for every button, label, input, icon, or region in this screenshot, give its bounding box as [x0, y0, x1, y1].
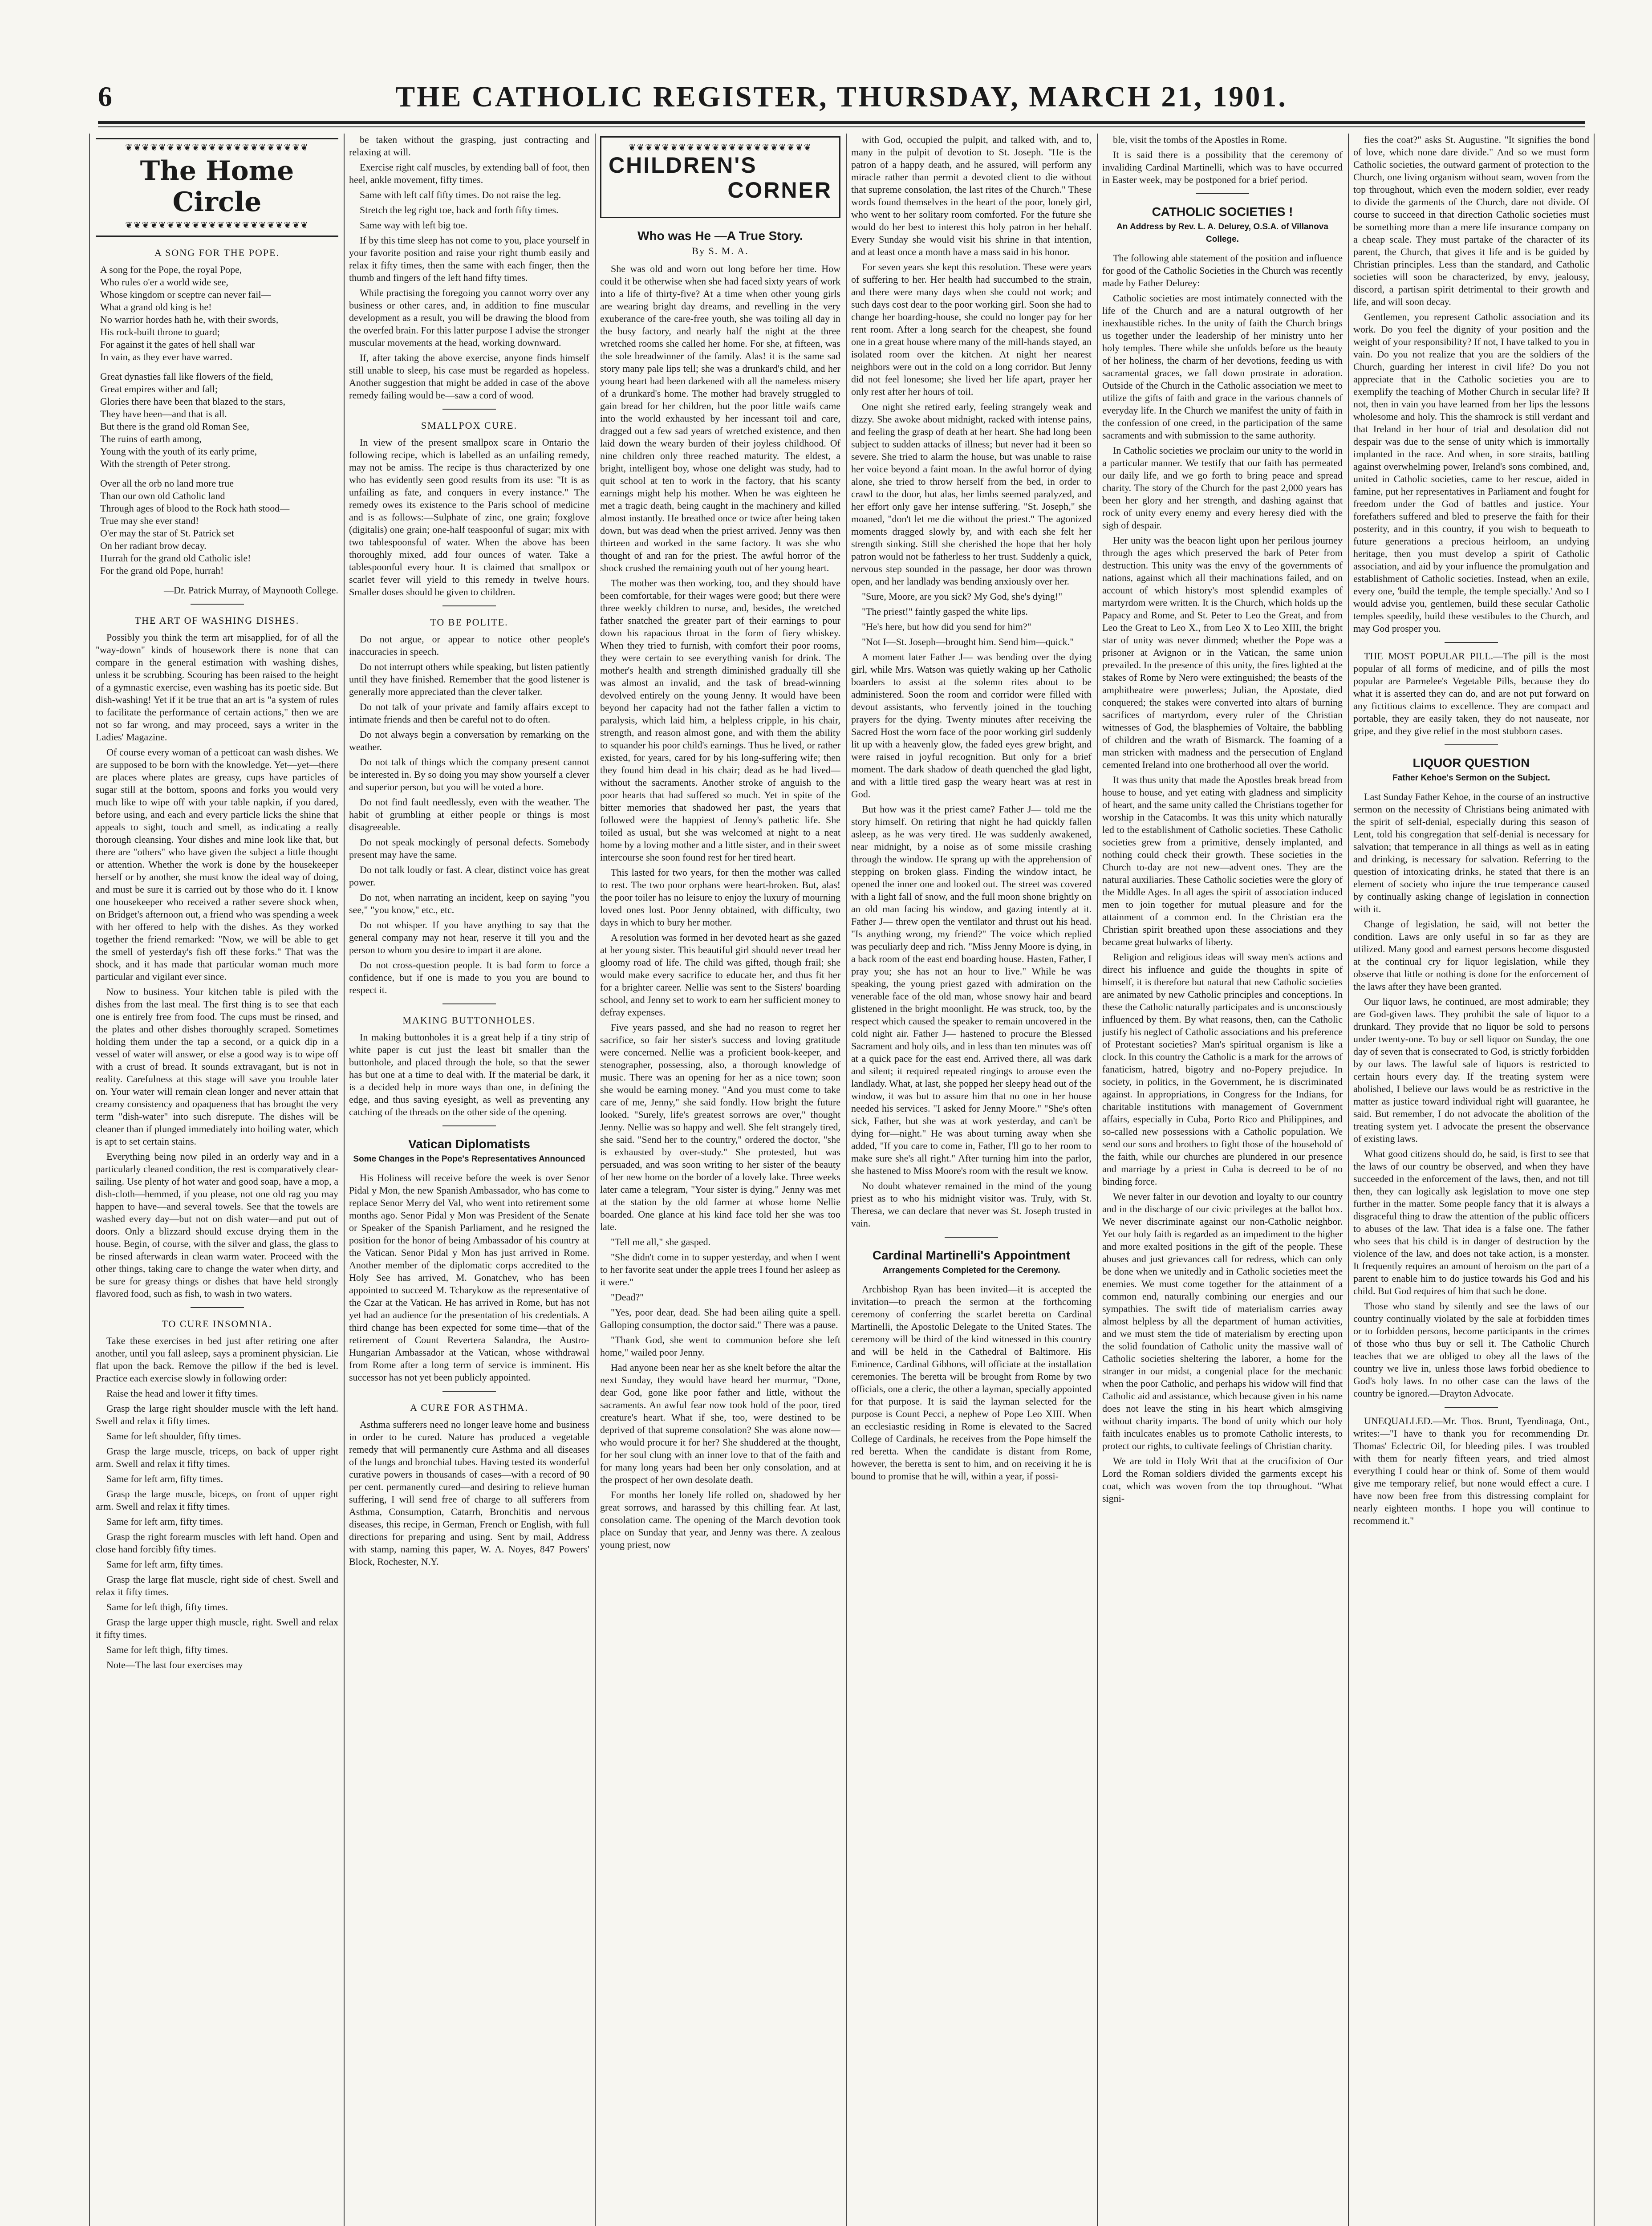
vatican-article: [349, 1172, 589, 1384]
masthead-rule: [98, 121, 1585, 124]
liquor-article: [1353, 791, 1589, 1400]
paragraph: Stretch the leg right toe, back and forth fifty times.: [360, 204, 559, 215]
section-rule: [1445, 1407, 1498, 1408]
poem-line: No warrior hordes hath he, with their swords,: [100, 314, 279, 325]
story-article-continued: [851, 134, 1092, 1230]
home-circle-title: The Home Circle: [140, 155, 294, 218]
section-rule: [442, 1003, 496, 1004]
poem-line: They have been—and that is all.: [100, 408, 227, 419]
paragraph: Religion and religious ideas will sway men's actions and direct his influence and guide the thoughts in spite of himself, it is therefore but natural that new Catholic societies are animated by new Catholic principles and conceptions. In these the Catholic naturally participates and is unconsciously influenced by them. By what reasons, then, can the Catholic justify his neglect of Catholic associations and his preference of Protestant societies? Man's spiritual organism is like a clock. In this country the Catholic is a mark for the arrows of fanaticism, hatred, bigotry and no-Popery prejudice. In society, in politics, in the Government, he is discriminated against. In appropriations, in Congress for the Indians, for charitable institutions with management of Government affairs, especially in Cuba, Porto Rico and Philippines, and so-called new possessions with a Catholic population. We send our sons and brothers to fight those of the household of the faith, while our churches are plundered in our presence and marriage by a priest in Cuba is decreed to be of no binding force.: [1102, 951, 1343, 1187]
paragraph: Catholic societies are most intimately connected with the life of the Church and are a natural outgrowth of her inexhaustible riches. In the unity of faith the Church brings us together under the leadership of her ministry unto her holy temples. There while she unfolds before us the beauty of her holiness, the charm of her devotions, feeding us with sacramental graces, we fall down prostrate in adoration. Outside of the Church in the Catholic association we meet to utilize the gifts of faith and grace in the various channels of everyday life. In the Church we manifest the unity of faith in the confession of one creed, in the participation of the same sacraments and with submission to the same authority.: [1102, 292, 1343, 441]
paragraph: For months her lonely life rolled on, shadowed by her great sorrows, and harassed by this chilling fear. At last, consolation came. The opening of the March devotion took place on Sunday that year, and Jenny was there. A zealous young priest, now: [600, 1489, 840, 1550]
asthma-article: [349, 1418, 589, 1568]
column-divider: [344, 134, 345, 2226]
column-4: [851, 134, 1092, 2226]
paragraph: Do not talk loudly or fast. A clear, distinct voice has great power.: [349, 864, 589, 888]
asthma-title: A CURE FOR ASTHMA.: [410, 1402, 528, 1413]
paragraph: Grasp the large muscle, biceps, on front of upper right arm. Swell and relax it fifty times.: [96, 1488, 338, 1512]
paragraph: Same for left thigh, fifty times.: [106, 1601, 228, 1613]
paragraph: Now to business. Your kitchen table is piled with the dishes from the last meal. The first thing is to see that each one is entirely free from food. The cups must be rinsed, and the plates and other dishes thoroughly scraped. Sometimes holding them under the tap a second, or a quick dip in a vessel of water will answer, or else a good way is to wipe off with a crust of bread. It sounds extravagant, but is not in reality. Carefulness at this stage will save you trouble later on. Your water will remain clean longer and never attain that creamy consistency and opaqueness that has brought the very term "dish-water" into such disrepute. The dishes will be cleaner than if plunged immediately into boiling water, which is apt to set certain stains.: [96, 986, 338, 1147]
column-divider: [595, 134, 596, 2226]
poem-line: Who rules o'er a world wide see,: [100, 276, 229, 288]
banner-ornament: ❦❦❦❦❦❦❦❦❦❦❦❦❦❦❦❦❦❦❦❦❦❦: [125, 220, 309, 230]
paragraph: Same for left arm, fifty times.: [106, 1559, 223, 1570]
poem-line: Over all the orb no land more true: [100, 478, 234, 489]
poem: [96, 264, 338, 584]
poem-line: For the grand old Pope, hurrah!: [100, 565, 224, 576]
paragraph: Grasp the large muscle, triceps, on back of upper right arm. Swell and relax it fifty times.: [96, 1446, 338, 1469]
paragraph: Note—The last four exercises may: [106, 1659, 243, 1670]
column-2: [349, 134, 589, 2226]
poem-line: Great dynasties fall like flowers of the field,: [100, 371, 273, 382]
paragraph: Five years passed, and she had no reason to regret her sacrifice, so fair her sister's success and loving gratitude were concerned. Nellie was a proficient book-keeper, and stenographer, possessing, also, a thorough knowledge of music. There was an opening for her as a nice town; soon she would be earning money. "And you must come to take care of me, Jenny," she said fondly. How bright the future looked. "Surely, life's greatest sorrows are over," thought Jenny. Nellie was so happy and well. She felt strangely tired, she said. "Send her to the country," ordered the doctor, "she is exhausted by over-study." She protested, but was persuaded, and was soon writing to her sister of the beauty of her new home on the border of a lovely lake. Three weeks later came a telegram, "Your sister is dying." Jenny was met at the station by the old farmer at whose home Nellie boarded. One glance at his kind face told her she was too late.: [600, 1022, 840, 1232]
societies-article-continued: [1353, 134, 1589, 635]
smallpox-article: [349, 436, 589, 598]
paragraph: Do not talk of things which the company present cannot be interested in. By so doing you may show yourself a clever and superior person, but you will be voted a bore.: [349, 756, 589, 792]
paragraph: "She didn't come in to supper yesterday, and when I went to her favorite seat under the apple trees I found her asleep as it were.": [600, 1251, 840, 1288]
column-divider: [1348, 134, 1349, 2226]
paragraph: Asthma sufferers need no longer leave home and business in order to be cured. Nature has produced a vegetable remedy that will permanently cure Asthma and all diseases of the lungs and bronchial tubes. Having tested its wonderful curative powers in thousands of cases—with a record of 90 per cent. permanently cured—and desiring to relieve human suffering, I will send free of charge to all sufferers from Asthma, Consumption, Catarrh, Bronchitis and nervous diseases, this recipe, in German, French or English, with full directions for preparing and using. Sent by mail, Address with stamp, naming this paper, W. A. Noyes, 847 Powers' Block, Rochester, N.Y.: [349, 1419, 589, 1567]
poem-line: On her radiant brow decay.: [100, 540, 207, 551]
story-article: [600, 263, 840, 1551]
paragraph: A resolution was formed in her devoted heart as she gazed at her young sister. This beautiful girl should never tread her gloomy road of life. The child was gifted, though frail; she would make every sacrifice to educate her, and thus fit her for a brighter career. Nellie was sent to the Sisters' boarding school, and Jenny set to work to earn her sufficient money to defray expenses.: [600, 932, 840, 1018]
poem-line: Through ages of blood to the Rock hath stood—: [100, 503, 290, 514]
insomnia-article-continued: [349, 134, 589, 402]
insomnia-article: [96, 1335, 338, 1671]
paragraph: Same for left arm, fifty times.: [106, 1516, 223, 1527]
vatican-subtitle: Some Changes in the Pope's Representatives Announced: [353, 1154, 585, 1164]
paragraph: What good citizens should do, he said, is first to see that the laws of our country be observed, and when they have succeeded in the enforcement of the laws, then, and not till then, they can logically ask legislation to move one step further in the matter. Some people fancy that it is always a disgraceful thing to draw the attention of the public officers to abuses of the law. That idea is a false one. The father who sees that his child is in danger of destruction by the violence of the law, and does not take action, is a monster. It frequently requires an amount of heroism on the part of a parent to enable him to do justice towards his God and his child. But God requires of him that such be done.: [1353, 1148, 1589, 1296]
washing-dishes-title: THE ART OF WASHING DISHES.: [134, 615, 300, 626]
paragraph: Our liquor laws, he continued, are most admirable; they are God-given laws. They prohibit the sale of liquor to a drunkard. They provide that no liquor be sold to persons under twenty-one. To buy or sell liquor on Sunday, the one day of seven that is consecrated to God, is strictly forbidden by our laws. The lawful sale of liquors is restricted to certain hours every day. If the treating system were abolished, I believe our laws would be as restrictive in the matter as justice toward individual right will guarantee, he said. But remember, I do not advocate the abolition of the treating system yet. I advocate the present the observance of existing laws.: [1353, 996, 1589, 1144]
banner-ornament: ❦❦❦❦❦❦❦❦❦❦❦❦❦❦❦❦❦❦❦❦❦❦: [628, 143, 812, 153]
paragraph: "Not I—St. Joseph—brought him. Send him—quick.": [862, 636, 1074, 647]
section-rule: [191, 1307, 244, 1308]
paragraph: Possibly you think the term art misapplied, for of all the "way-down" kinds of housework there is none that can compare in the general estimation with washing dishes, unless it be scrubbing. Scouring has been raised to the height of a gymnastic exercise, even washing has its poetic side. But dish-washing! Yet if it be true that an art is "a system of rules to facilitate the performance of certain actions," then we are not so far wrong, and may proceed, says a writer in the Ladies' Magazine.: [96, 632, 338, 743]
societies-article: [1102, 252, 1343, 1505]
martinelli-title: Cardinal Martinelli's Appointment: [872, 1248, 1071, 1262]
paragraph: The following able statement of the position and influence for good of the Catholic Societies in the Church was recently made by Father Delurey:: [1102, 252, 1343, 288]
paragraph: Same for left arm, fifty times.: [106, 1473, 223, 1484]
paragraph: Of course every woman of a petticoat can wash dishes. We are supposed to be born with the knowledge. Yet—yet—there are places where plates are greasy, cups have particles of sugar still at the bottom, spoons and forks you would very much like to wipe off with your table napkin, if you dared, before using, and each and every particle licks the shine that appeals to sight, touch and smell, as indicating a really thorough cleansing. Your dishes and mine look like that, but there are "others" who have given the subject a little thought or attention. Whether the work is done by the housekeeper herself or by another, she must know the ideal way of doing, and must be sure it is carried out by those who do it. I know one housekeeper who received a rather severe shock when, on Bridget's afternoon out, a friend who was spending a week with her offered to help with the dishes. As they worked together the friend remarked: "Now, we will be able to get the smell of yesterday's fish off these forks." That was the shock, and it has made that particular woman much more particular and vigilant ever since.: [96, 747, 338, 982]
polite-article: [349, 633, 589, 996]
poem-line: His rock-built throne to guard;: [100, 326, 220, 337]
column-3: [600, 134, 840, 2226]
paragraph: A moment later Father J— was bending over the dying girl, while Mrs. Watson was quietly waking up her Catholic boarders to assist at the solemn rites about to be administered. Soon the room and corridor were filled with devout assistants, who fervently joined in the touching prayers for the dying. Twenty minutes after receiving the Sacred Host the worn face of the poor working girl suddenly lit up with a heavenly glow, the faded eyes grew bright, and were raised in joyful recognition. But only for a brief moment. The dark shadow of death quenched the glad light, and with a little tired gasp the weary heart was at rest in God.: [851, 651, 1092, 800]
paragraph: Everything being now piled in an orderly way and in a particularly cleaned condition, the rest is comparatively clear-sailing. Use plenty of hot water and good soap, have a mop, a dish-cloth—hemmed, if you please, not one old rag you may happen to have—and several towels. See that the towels are washed every day—but not on dish water—and put out of doors. Only a blizzard should excuse drying them in the house. Begin, of course, with the silver and glass, the glass to be rinsed afterwards in clean warm water. Proceed with the other things, taking care to change the water when dirty, and be sure for greasy things or dishes that have held strongly flavored food, such as fish, to wash in two waters.: [96, 1151, 338, 1299]
poem-line: Hurrah for the grand old Catholic isle!: [100, 552, 251, 564]
poem-line: A song for the Pope, the royal Pope,: [100, 264, 242, 275]
polite-title: TO BE POLITE.: [430, 617, 508, 628]
liquor-subtitle: Father Kehoe's Sermon on the Subject.: [1392, 773, 1550, 783]
paragraph: Her unity was the beacon light upon her perilous journey through the ages which preserved the bark of Peter from destruction. This unity was the envy of the governments of nations, against which all their machinations failed, and on account of which history's most splendid examples of martyrdom were written. It is the Church, which holds up the Papacy and Rome, and St. Peter to Leo the Great, and from Leo the Great to Leo X., from Leo X to Leo XIII, the bright star of unity was never dimmed; whether the Pope was a prisoner at Avignon or in the Vatican, the same union prevailed. In the presence of this unity, the fires lighted at the stakes of Rome by Nero were extinguished; the beasts of the amphitheatre were powerless; Julian, the Apostate, died conquered; the stakes were converted into altars of burning sacrifices of martyrdom, every ruler of the Christian witnesses of God, the blasphemies of Voltaire, the babbling of children and the wrath of Bismarck. The foaming of a man stricken with madness and the persecution of England cemented Ireland into one brotherhood all over the world.: [1102, 535, 1343, 770]
paragraph: ble, visit the tombs of the Apostles in Rome.: [1113, 134, 1287, 145]
paragraph: "Thank God, she went to communion before she left home," wailed poor Jenny.: [600, 1334, 840, 1358]
paragraph: Do not cross-question people. It is bad form to force a confidence, but if one is made to you you are bound to respect it.: [349, 959, 589, 995]
buttonholes-article: [349, 1031, 589, 1118]
poem-line: Young with the youth of its early prime,: [100, 446, 257, 457]
paragraph: She was old and worn out long before her time. How could it be otherwise when she had faced sixty years of work into a life of thirty-five? At a time when other young girls are wearing bright day dreams, and revelling in the very exuberance of the care-free youth, she was toiling all day in the busy factory, and nearly half the night at the three wretched rooms she called her home. For she, at fifteen, was the sole breadwinner of the family. Alas! it is the same sad story many pale lips tell; she was a drunkard's child, and her young heart had been darkened with all the nameless misery of a drunkard's home. The mother had bravely struggled to gain bread for her children, but the poor little waifs came into the world exhausted by her incessant toil and care, dragged out a few sad years of wretched existence, and then laid down the weary burden of their joyless childhood. Of nine children only three reached maturity. The eldest, a bright, intelligent boy, whose one delight was study, had to quit school at ten to work in the factory, that his scanty earnings might help his mother. When he was eighteen he met a tragic death, being caught in the machinery and killed almost instantly. He breathed once or twice after being taken down, but was dead when the priest arrived. Jenny was then thirteen and worked in the same factory. It was she who thought of and ran for the priest. The awful horror of the shock crushed the remaining youth out of her young heart.: [600, 263, 840, 573]
paragraph: Do not talk of your private and family affairs except to intimate friends and then be careful not to do often.: [349, 701, 589, 725]
paragraph: with God, occupied the pulpit, and talked with, and to, many in the pulpit of devotion to St. Joseph. "He is the patron of a happy death, and he assured, will perform any miracle rather than permit a devoted client to die without that supreme consolation, the last rites of the Church." These words found themselves in the heart of the poor, lonely girl, who went to her solitary room comforted. For the future she would do her best to interest this holy patron in her behalf. Every Sunday she would visit his shrine in that intention, and at least once a month have a mass said in his honor.: [851, 134, 1092, 257]
masthead-title: THE CATHOLIC REGISTER, THURSDAY, MARCH 21, 1901.: [395, 81, 1287, 113]
martinelli-subtitle: Arrangements Completed for the Ceremony.: [882, 1266, 1060, 1275]
paragraph: "He's here, but how did you send for him?": [862, 621, 1031, 632]
paragraph: The mother was then working, too, and they should have been comfortable, for their wages were good; but there were three weekly children to nurse, and, besides, the wretched father snatched the greater part of their earnings to pour down his rapacious throat in the form of fiery whiskey. When they tried to furnish, with comfort their poor rooms, they were certain to see everything vanish for drink. The mother's health and strength diminished gradually till she was almost an invalid, and the task of bread-winning devolved entirely on the young Jenny. It would have been beyond her capacity had not the father fallen a victim to paralysis, which laid him, a helpless cripple, in his chair, strength, and reason almost gone, and with them the ability to squander his poor child's earnings. Thus he lived, or rather existed, for years, cared for by his long-suffering wife; then they found him dead in his chair; dead as he had lived—without the sacraments. Another stroke of anguish to the poor hearts that had suffered so much. Yet in spite of the bitter memories that shadowed her past, the years that followed were the happiest of Jenny's pathetic life. She toiled as usual, but she was welcomed at night to a neat home by a loving mother and a little sister, and in their sweet intercourse she soon found rest for her tired heart.: [600, 577, 840, 863]
poem-signature: —Dr. Patrick Murray, of Maynooth College.: [163, 585, 338, 596]
page-number: 6: [98, 81, 112, 112]
column-6: [1353, 134, 1589, 2226]
societies-subtitle: An Address by Rev. L. A. Delurey, O.S.A. of Villanova College.: [1116, 222, 1328, 244]
paragraph: This lasted for two years, for then the mother was called to rest. The two poor orphans were heart-broken. But, alas! the poor toiler has no leisure to enjoy the luxury of mourning loved ones lost. Poor Jenny obtained, with difficulty, two days in which to bury her mother.: [600, 867, 840, 928]
home-circle-banner: [96, 138, 338, 237]
paragraph: Do not, when narrating an incident, keep on saying "you see," "you know," etc., etc.: [349, 892, 589, 915]
paragraph: "Sure, Moore, are you sick? My God, she's dying!": [862, 591, 1063, 602]
poem-line: With the strength of Peter strong.: [100, 458, 231, 469]
liquor-title: LIQUOR QUESTION: [1413, 756, 1530, 770]
poem-line: O'er may the star of St. Patrick set: [100, 528, 234, 539]
paragraph: Archbishop Ryan has been invited—it is accepted the invitation—to preach the sermon at the forthcoming ceremony of conferring the scarlet beretta on Cardinal Martinelli, the Apostolic Delegate to the United States. The ceremony will be third of the kind witnessed in this country and will be held in the Cathedral of Baltimore. His Eminence, Cardinal Gibbons, will officiate at the installation ceremonies. The beretta will be brought from Rome by two officials, one a cleric, the other a layman, specially appointed for that purpose. It is said the layman selected for the purpose is Count Pecci, a nephew of Pope Leo XIII. When an ecclesiastic residing in Rome is elevated to the Sacred College of Cardinals, he receives from the Pope himself the red beretta. When the candidate is distant from Rome, however, the beretta is sent to him, and on receiving it he is bound to promise that he will, within a year, if possi-: [851, 1284, 1092, 1482]
paragraph: Raise the head and lower it fifty times.: [106, 1388, 258, 1399]
paragraph: Do not speak mockingly of personal defects. Somebody present may have the same.: [349, 837, 589, 860]
poem-line: True may she ever stand!: [100, 515, 199, 526]
paragraph: fies the coat?" asks St. Augustine. "It signifies the bond of love, which none dare divide." And so we must form Catholic societies, the outward garment of protection to the Church, one living organism without seam, woven from the top throughout, which even the modern soldier, ever ready to divide the garments of the Church, dare not divide. Of course to succeed in that direction Catholic societies must be something more than a mere life insurance company on a cheap scale. They must partake of the character of its parent, the Church, that gives it life and is be guided by Christian principles. Less than the standard, and Catholic societies will soon be characterized, by envy, jealousy, discord, a partisan spirit detrimental to their growth and life, and will soon decay.: [1353, 134, 1589, 307]
poem-title: A SONG FOR THE POPE.: [154, 247, 280, 258]
poem-line: Than our own old Catholic land: [100, 490, 225, 501]
column-5: [1102, 134, 1343, 2226]
paragraph: In Catholic societies we proclaim our unity to the world in a particular manner. We testify that our faith has permeated our daily life, and we go forth to bring peace and spread charity. The story of the Church for the past 2,000 years has been her glory and her strength, and dashing against that rock of unity every enemy and every heresy died with the sigh of despair.: [1102, 445, 1343, 531]
paragraph: Take these exercises in bed just after retiring one after another, until you fall asleep, says a prominent physician. Lie flat upon the back. Remove the pillow if the bed is level. Practice each exercise slowly in following order:: [96, 1335, 338, 1384]
stanza-gap: [96, 577, 338, 584]
poem-line: Great empires wither and fall;: [100, 383, 218, 394]
poem-line: For against it the gates of hell shall war: [100, 339, 255, 350]
section-rule: [1445, 642, 1498, 643]
paragraph: Same for left shoulder, fifty times.: [106, 1430, 241, 1442]
paragraph: "Tell me all," she gasped.: [611, 1236, 711, 1247]
masthead-rule-thin: [98, 126, 1585, 127]
paragraph: But how was it the priest came? Father J— told me the story himself. On retiring that night he had quickly fallen asleep, as he was very tired. He was suddenly awakened, near midnight, by a noise as of some missile crashing through the window. He sprang up with the apprehension of stepping on broken glass. Finding the window intact, he opened the inner one and looked out. The street was covered with a light fall of snow, and the full moon shone brightly on an old man facing his window, and gazing intently at it. Father J— threw open the ventilator and thrust out his head. "Is anything wrong, my friend?" The voice which replied was peculiarly deep and rich. "Miss Jenny Moore is dying, in a back room of the east end boarding house. Hasten, Father, I pray you; she has not an hour to live." While he was speaking, the young priest gazed with admiration on the venerable face of the old man, whose snowy hair and beard glistened in the bright moonlight. He was struck, too, by the respect which caused the speaker to remain uncovered in the cold night air. Father J— hastened to procure the Blessed Sacrament and holy oils, and in less than ten minutes was off at a quick pace for the east end. Arrived there, all was dark and silent; it required repeated ringings to arouse even the landlady. What, at last, she popped her sleepy head out of the window, it was but to assure him that no one in her house needed his services. "I asked for Jenny Moore." "She's often sick, Father, but she was at work yesterday, and can't be dying for—night." He was about turning away when she added, "If you care to come in, Father, I'll go to her room to make sure she's all right." After turning him into the parlor, she hastened to Miss Moore's room with the result we know.: [851, 804, 1092, 1176]
column-divider: [1097, 134, 1098, 2226]
childrens-corner-banner: [600, 136, 840, 218]
poem-line: Whose kingdom or sceptre can never fail—: [100, 289, 271, 300]
paragraph: Grasp the right forearm muscles with left hand. Open and close hand forcibly fifty times.: [96, 1531, 338, 1555]
paragraph: Do not whisper. If you have anything to say that the general company may not hear, reserve it till you and the person to whom you desire to impart it are alone.: [349, 919, 589, 955]
section-rule: [1445, 744, 1498, 745]
right-margin-rule: [1594, 134, 1595, 2226]
insomnia-title: TO CURE INSOMNIA.: [162, 1318, 272, 1329]
martinelli-article: [851, 1283, 1092, 1483]
story-byline: By S. M. A.: [692, 245, 749, 256]
paragraph: In view of the present smallpox scare in Ontario the following recipe, which is labelled as an unfailing remedy, may not be amiss. The recipe is thus characterized by one who has evidently seen good results from its use: "It is as unfailing as fate, and conquers in every instance." The remedy owes its existence to the Paris school of medicine and is as follows:—Sulphate of zinc, one grain; foxglove (digitalis) one grain; one-half teaspoonful of sugar; mix with two tablespoonsful of water. When the above has been thoroughly mixed, add four ounces of water. Take a tablespoonful every hour. It is claimed that smallpox or scarlet fever will yield to this remedy in twelve hours. Smaller doses should be given to children.: [349, 437, 589, 597]
paragraph: If by this time sleep has not come to you, place yourself in your favorite position and raise your right thumb easily and relax it fifty times, then the same with each finger, then the thumb and fingers of the left hand fifty times.: [349, 235, 589, 283]
poem-line: What a grand old king is he!: [100, 301, 212, 313]
section-rule: [191, 604, 244, 605]
smallpox-title: SMALLPOX CURE.: [421, 420, 518, 431]
paragraph: Same for left thigh, fifty times.: [106, 1644, 228, 1655]
paragraph: "Dead?": [611, 1292, 644, 1303]
paragraph: Same way with left big toe.: [360, 219, 467, 231]
paragraph: One night she retired early, feeling strangely weak and dizzy. She awoke about midnight, racked with intense pains, and feeling the grasp of death at her heart. She had long been subject to sudden attacks of illness; but never had it been so severe. She tried to alarm the house, but was unable to raise her voice beyond a faint moan. In the awful horror of dying alone, she tried to throw herself from the bed, in order to crawl to the door, but alas, her limbs seemed paralyzed, and her effort only gave her intense suffering. "St. Joseph," she moaned, "don't let me die without the priest." The agonized moments dragged slowly by, and with each she felt her strength sinking. Still she cherished the hope that her holy patron would not be fatherless to her trust. Suddenly a quick, nervous step sounded in the passage, her door was thrown open, and her landlady was bending anxiously over her.: [851, 401, 1092, 587]
paragraph: His Holiness will receive before the week is over Senor Pidal y Mon, the new Spanish Ambassador, who has come to replace Senor Merry del Val, who went into retirement some months ago. Senor Pidal y Mon was President of the Senate or Speaker of the Spanish Parliament, and he resigned the position for the honor of being Ambassador of his country at the Vatican. Senor Pidal y Mon has just arrived in Rome. Another member of the diplomatic corps accredited to the Holy See has arrived, M. Gonatchev, who has been appointed to succeed M. Tcharykow as the representative of the Czar at the Vatican. He has arrived in Rome, but has not yet had an audience for the presentation of his credentials. A third change has been expected for some time—that of the retirement of Count Revertera Salandra, the Austro-Hungarian Ambassador at the Vatican, whose withdrawal from Rome after a long term of service is imminent. His successor has not yet been publicly appointed.: [349, 1172, 589, 1383]
column-1: [96, 134, 338, 2226]
paragraph: While practising the foregoing you cannot worry over any business or other cares, and, in addition to fine muscular development as a result, you will be drawing the blood from the overfed brain. For this latter purpose I advise the stronger muscular movements at the head, working downward.: [349, 287, 589, 348]
paragraph: Change of legislation, he said, will not better the condition. Laws are only useful in so far as they are utilized. Many good and earnest persons become disgusted at the continual cry for liquor legislation, while they observe that little or nothing is done for the enforcement of the laws after they have been granted.: [1353, 918, 1589, 992]
unequalled-advertisement: UNEQUALLED.—Mr. Thos. Brunt, Tyendinaga, Ont., writes:—"I have to thank you for recommending Dr. Thomas' Eclectric Oil, for bleeding piles. I was troubled with them for nearly fifteen years, and tried almost everything I could hear or think of. Some of them would give me temporary relief, but none would effect a cure. I have now been free from this distressing complaint for nearly eighteen months. I hope you will continue to recommend it.": [1353, 1415, 1589, 1526]
paragraph: be taken without the grasping, just contracting and relaxing at will.: [349, 134, 589, 158]
paragraph: Do not interrupt others while speaking, but listen patiently until they have finished. Remember that the good listener is generally more appreciated than the clever talker.: [349, 661, 589, 697]
paragraph: Gentlemen, you represent Catholic association and its work. Do you feel the dignity of your position and the weight of your responsibility? If not, I have talked to you in vain. Do you not realize that you are the soldiers of the Church, guarding her interest in civil life? Do you not appreciate that in the Catholic societies you are to exemplify the teaching of Mother Church in secular life? If not, then in vain you have learned from her lips the lessons wholesome and holy. This the shamrock is still verdant and that Ireland in her hour of trial and desolation did not despair was due to the sense of unity which is immortally implanted in the race. And when, in sore straits, battling against overwhelming power, Ireland's sons combined, and, united in Catholic societies, came to her rescue, aided in famine, put her representatives in Parliament and fought for freedom under the God of battles and justice. Your forefathers suffered and bled to preserve the faith for their posterity, and in this country, if you wish to bequeath to future generations a precious heirloom, an undying heritage, then you must develop a spirit of Catholic association, and aid by your influence the promulgation and establishment of Catholic societies. Instead, when an exile, every one, 'build the temple, the temple specially.' And so I would advise you, gentlemen, build these secular Catholic temples speedily, build these vestibules to the Church, and may God prosper you.: [1353, 311, 1589, 634]
martinelli-article-continued: [1102, 134, 1343, 186]
paragraph: We never falter in our devotion and loyalty to our country and in the discharge of our civic privileges at the ballot box. We never discriminate against our non-Catholic neighbor. Yet our holy faith is regarded as an impediment to the higher and more exalted positions in the gift of the people. These abuses and just grievances call for redress, which can only be done when we unitedly and in Catholic societies meet the enemies. We must come together for the attainment of a common end, naturally combining our energies and our sympathies. The swift tide of materialism carries away almost helpless by all the department of human activities, and we must stem the tide of materialism by erecting upon the solid foundation of Catholic unity the massive wall of Catholic societies sheltering the laborer, a home for the stranger in our midst, a congenial place for the mechanic when the poor Catholic, and perhaps his widow will find that Catholic aid and assistance, which because given in his name does not leave the sting in his heart which almsgiving without charity imparts. The bond of unity which our holy faith inculcates enables us to promote Catholic interests, to protect our rights, to cultivate feelings of Christian charity.: [1102, 1191, 1343, 1451]
paragraph: Do not find fault needlessly, even with the weather. The habit of grumbling at either people or things is most disagreeable.: [349, 796, 589, 833]
stanza-gap: [96, 363, 338, 370]
poem-line: But there is the grand old Roman See,: [100, 421, 249, 432]
poem-line: Glories there have been that blazed to the stars,: [100, 396, 286, 407]
paragraph: Those who stand by silently and see the laws of our country continually violated by the sale at forbidden times or to forbidden persons, become participants in the crimes of those who thus buy or sell it. The Catholic Church teaches that we are obliged to obey all the laws of the country we live in, unless those laws forbid obedience to God's holy laws. In no other case can the laws of the country be ignored.—Drayton Advocate.: [1353, 1300, 1589, 1399]
column-divider: [846, 134, 847, 2226]
section-rule: [1196, 193, 1249, 194]
paragraph: We are told in Holy Writ that at the crucifixion of Our Lord the Roman soldiers divided the garments except his coat, which was woven from the top throughout. "What signi-: [1102, 1455, 1343, 1504]
vatican-title: Vatican Diplomatists: [408, 1137, 530, 1151]
washing-dishes-article: [96, 631, 338, 1300]
section-rule: [442, 605, 496, 606]
banner-ornament: ❦❦❦❦❦❦❦❦❦❦❦❦❦❦❦❦❦❦❦❦❦❦: [125, 143, 309, 153]
paragraph: Do not argue, or appear to notice other people's inaccuracies in speech.: [349, 634, 589, 657]
childrens-corner-title-line2: CORNER: [727, 178, 832, 203]
childrens-corner-title-line1: CHILDREN'S: [609, 153, 757, 178]
paragraph: Grasp the large flat muscle, right side of chest. Swell and relax it fifty times.: [96, 1574, 338, 1597]
paragraph: It is said there is a possibility that the ceremony of invaliding Cardinal Martinelli, which was to have occurred in Easter week, may be postponed for a brief period.: [1102, 149, 1343, 185]
paragraph: It was thus unity that made the Apostles break bread from house to house, and yet eating with gladness and simplicity of heart, and the same unity called the Christians together for worship in the Catacombs. It was this unity which naturally led to the establishment of Catholic societies. These Catholic societies grew from a primitive, densely implanted, and nothing could check their growth. These societies in the Church to-day are not new—advent ones. They are the natural auxiliaries. These Catholic societies were the glory of the Middle Ages. In all ages the spirit of association induced men to join together for mutual pleasure and for the attainment of a common end. In the Christian era the Christian spirit breathed upon these associations and they became great bulwarks of liberty.: [1102, 774, 1343, 947]
paragraph: For seven years she kept this resolution. These were years of suffering to her. Her health had succumbed to the strain, and there were many days when she could not work; and such days cost dear to the poor working girl. Soon she had to change her boarding-house, she could no longer pay for her rent room. After a long search for the cheapest, she found one in a great house where many of the mill-hands stayed, an isolated room over the kitchen. At night her nearest neighbors were out in the cold on a long corridor. But Jenny did not feel lonesome; she lived her life apart, prayer her only rest after her hours of toil.: [851, 261, 1092, 397]
societies-title: CATHOLIC SOCIETIES !: [1152, 205, 1293, 219]
paragraph: In making buttonholes it is a great help if a tiny strip of white paper is cut just the least bit smaller than the buttonhole, and placed through the hole, so that the sewer has but one at a time to deal with. If the material be dark, it is a decided help in more ways than one, in defining the edge, and thus saving eyesight, as well as preventing any catching of the threads on the other side of the opening.: [349, 1032, 589, 1117]
section-rule: [442, 1391, 496, 1392]
story-title: Who was He —A True Story.: [637, 229, 803, 243]
paragraph: If, after taking the above exercise, anyone finds himself still unable to sleep, his case must be regarded as hopeless. Another suggestion that might be added in case of the above remedy failing would be—saw a cord of wood.: [349, 352, 589, 401]
stanza-gap: [96, 470, 338, 477]
masthead: [98, 80, 1585, 116]
paragraph: Same with left calf fifty times. Do not raise the leg.: [360, 189, 561, 200]
buttonholes-title: MAKING BUTTONHOLES.: [402, 1015, 536, 1026]
section-rule: [442, 1125, 496, 1126]
paragraph: "The priest!" faintly gasped the white lips.: [862, 606, 1028, 617]
paragraph: Had anyone been near her as she knelt before the altar the next Sunday, they would have heard her murmur, "Done, dear God, gone like poor father and little, without the sacraments. An awful fear now took hold of the poor, tired creature's heart. What if she, too, were destined to be deprived of that supreme consolation? She was alone now—who would procure it for her? She shuddered at the thought, for her soul clung with an inner love to that of the faith and for many long years had been her only consolation, and at the prospect of her own desolate death.: [600, 1362, 840, 1485]
left-margin-rule: [89, 134, 90, 2226]
poem-line: In vain, as they ever have warred.: [100, 351, 232, 362]
section-rule: [945, 1237, 998, 1238]
pill-advertisement: THE MOST POPULAR PILL.—The pill is the most popular of all forms of medicine, and of pills the most popular are Parmelee's Vegetable Pills, because they do what it is asserted they can do, and are not put forward on any fictitious claims to excellence. They are compact and portable, they are easily taken, they do not nauseate, nor gripe, and they give relief in the most stubborn cases.: [1353, 650, 1589, 736]
paragraph: Do not always begin a conversation by remarking on the weather.: [349, 729, 589, 752]
paragraph: Grasp the large upper thigh muscle, right. Swell and relax it fifty times.: [96, 1617, 338, 1640]
poem-line: The ruins of earth among,: [100, 433, 202, 444]
paragraph: Grasp the large right shoulder muscle with the left hand. Swell and relax it fifty times.: [96, 1403, 338, 1426]
section-rule: [442, 409, 496, 410]
paragraph: No doubt whatever remained in the mind of the young priest as to who his midnight visitor was. Truly, with St. Theresa, we can declare that never was St. Joseph trusted in vain.: [851, 1180, 1092, 1229]
paragraph: Exercise right calf muscles, by extending ball of foot, then heel, ankle movement, fifty times.: [349, 162, 589, 185]
paragraph: Last Sunday Father Kehoe, in the course of an instructive sermon on the necessity of Christians being animated with the spirit of self-denial, especially during this season of Lent, told his congregation that self-denial is necessary for salvation; that temperance in all things as well as in eating and drinking, is necessary for salvation. Referring to the question of intoxicating drinks, he stated that there is an element of society who injure the true temperance caused by continually asking change of legislation in connection with it.: [1353, 791, 1589, 914]
paragraph: "Yes, poor dear, dead. She had been ailing quite a spell. Galloping consumption, the doctor said." There was a pause.: [600, 1307, 840, 1330]
